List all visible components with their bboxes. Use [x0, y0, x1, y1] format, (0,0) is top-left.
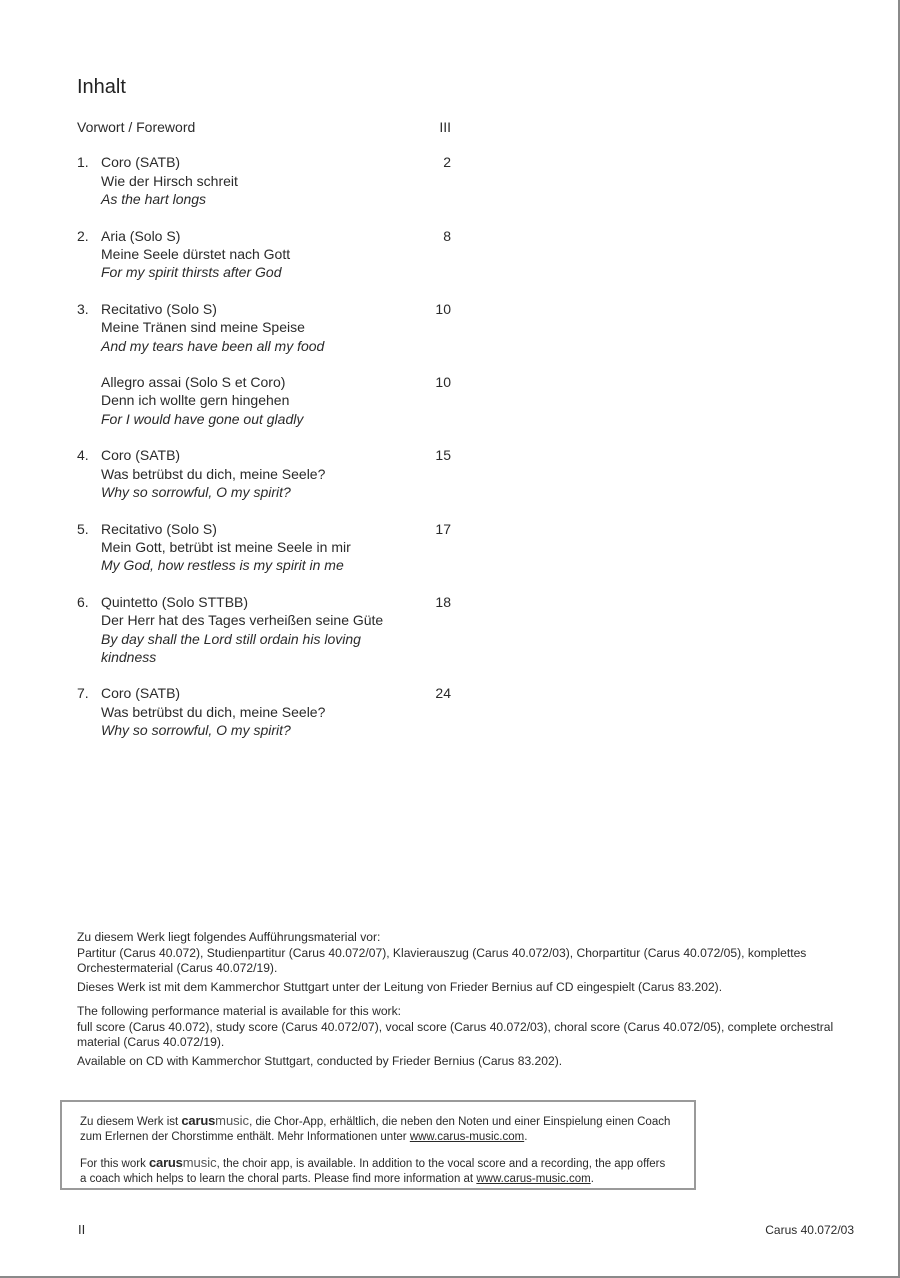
foreword-entry[interactable] [77, 118, 457, 136]
entry-title-en: By day shall the Lord still ordain his loving kindness [101, 630, 361, 665]
carus-music-app-notice [60, 1100, 696, 1190]
entry-title-de: Der Herr hat des Tages verheißen seine Güte [101, 612, 384, 629]
entry-page: 18 [435, 593, 451, 610]
entry-page: 2 [443, 154, 451, 171]
entry-title-de: Meine Tränen sind meine Speise [101, 319, 305, 336]
entry-heading: Coro (SATB) [101, 447, 181, 464]
entry-number: 7. [77, 685, 89, 702]
toc-entry[interactable] [77, 373, 457, 428]
entry-page: 10 [435, 300, 451, 317]
page-number: II [78, 1222, 86, 1237]
entry-title-en: As the hart longs [101, 191, 207, 208]
info-en-intro: The following performance material is available for this work: [77, 1004, 401, 1018]
toc-entry[interactable] [77, 684, 457, 739]
entry-heading: Recitativo (Solo S) [101, 300, 217, 317]
catalog-reference: Carus 40.072/03 [765, 1223, 854, 1237]
info-de-materials: Partitur (Carus 40.072), Studienpartitur (Carus 40.072/07), Klavierauszug (Carus 40.072/03), Chorpartitur (Carus 40.072/05), komplettes Orchestermaterial (Carus 40.072/19). [77, 945, 807, 975]
entry-title-en: Why so sorrowful, O my spirit? [101, 722, 291, 739]
page-title: Inhalt [77, 76, 126, 98]
entry-heading: Aria (Solo S) [101, 227, 181, 244]
carus-music-link[interactable]: www.carus-music.com [476, 1172, 591, 1185]
entry-title-de: Was betrübst du dich, meine Seele? [101, 465, 326, 482]
app-notice-de: Zu diesem Werk ist carusmusic, die Chor-App, erhältlich, die neben den Noten und einer Einspielung einen Coach zum Erlernen der Chorstimme enthält. Mehr Informationen unter www.carus-music.com. [80, 1113, 671, 1143]
foreword-page: III [439, 119, 451, 135]
entry-number: 6. [77, 593, 89, 610]
carus-music-link[interactable]: www.carus-music.com [409, 1130, 525, 1143]
entry-number: 5. [77, 520, 89, 537]
toc-entry[interactable] [77, 153, 457, 208]
entry-number: 1. [77, 154, 89, 171]
entry-number: 2. [77, 227, 89, 244]
entry-title-de: Denn ich wollte gern hingehen [101, 392, 290, 409]
entry-heading: Coro (SATB) [101, 154, 181, 171]
info-en-cd: Available on CD with Kammerchor Stuttgart, conducted by Frieder Bernius (Carus 83.202). [77, 1053, 563, 1068]
toc-entry[interactable] [77, 446, 457, 501]
carus-music-logo: carus [181, 1113, 216, 1128]
app-notice-en: For this work carusmusic, the choir app, is available. In addition to the vocal score and a recording, the app offers a coach which helps to learn the choral parts. Please find more information at www.carus-music.com. [80, 1155, 666, 1185]
entry-title-en: My God, how restless is my spirit in me [101, 557, 344, 574]
entry-title-en: Why so sorrowful, O my spirit? [101, 484, 291, 501]
entry-title-de: Was betrübst du dich, meine Seele? [101, 703, 326, 720]
foreword-label: Vorwort / Foreword [77, 119, 196, 135]
entry-page: 17 [435, 520, 451, 537]
entry-heading: Recitativo (Solo S) [101, 520, 217, 537]
entry-title-en: For my spirit thirsts after God [101, 264, 282, 281]
entry-heading: Quintetto (Solo STTBB) [101, 593, 249, 610]
carus-music-logo: carus [149, 1155, 183, 1170]
entry-number: 3. [77, 300, 89, 317]
entry-heading: Coro (SATB) [101, 685, 181, 702]
toc-entry[interactable] [77, 593, 457, 667]
toc-entry[interactable] [77, 520, 457, 575]
entry-title-de: Wie der Hirsch schreit [101, 172, 238, 189]
entry-page: 24 [435, 685, 451, 702]
table-of-contents [77, 118, 457, 758]
entry-page: 10 [435, 374, 451, 391]
entry-heading: Allegro assai (Solo S et Coro) [101, 374, 286, 391]
entry-title-de: Meine Seele dürstet nach Gott [101, 246, 291, 263]
performance-material-info [77, 930, 837, 1069]
entry-page: 8 [443, 227, 451, 244]
toc-entry[interactable] [77, 300, 457, 355]
entry-title-en: For I would have gone out gladly [101, 410, 304, 427]
info-en-materials: full score (Carus 40.072), study score (Carus 40.072/07), vocal score (Carus 40.072/03), choral score (Carus 40.072/05), complete orchestral material (Carus 40.072/19). [77, 1019, 834, 1049]
info-de-cd: Dieses Werk ist mit dem Kammerchor Stuttgart unter der Leitung von Frieder Bernius auf CD eingespielt (Carus 83.202). [77, 979, 723, 994]
info-de-intro: Zu diesem Werk liegt folgendes Aufführungsmaterial vor: [77, 930, 381, 944]
entry-number: 4. [77, 447, 89, 464]
toc-entry[interactable] [77, 227, 457, 282]
entry-title-de: Mein Gott, betrübt ist meine Seele in mir [101, 538, 351, 555]
entry-title-en: And my tears have been all my food [101, 337, 325, 354]
entry-page: 15 [435, 447, 451, 464]
